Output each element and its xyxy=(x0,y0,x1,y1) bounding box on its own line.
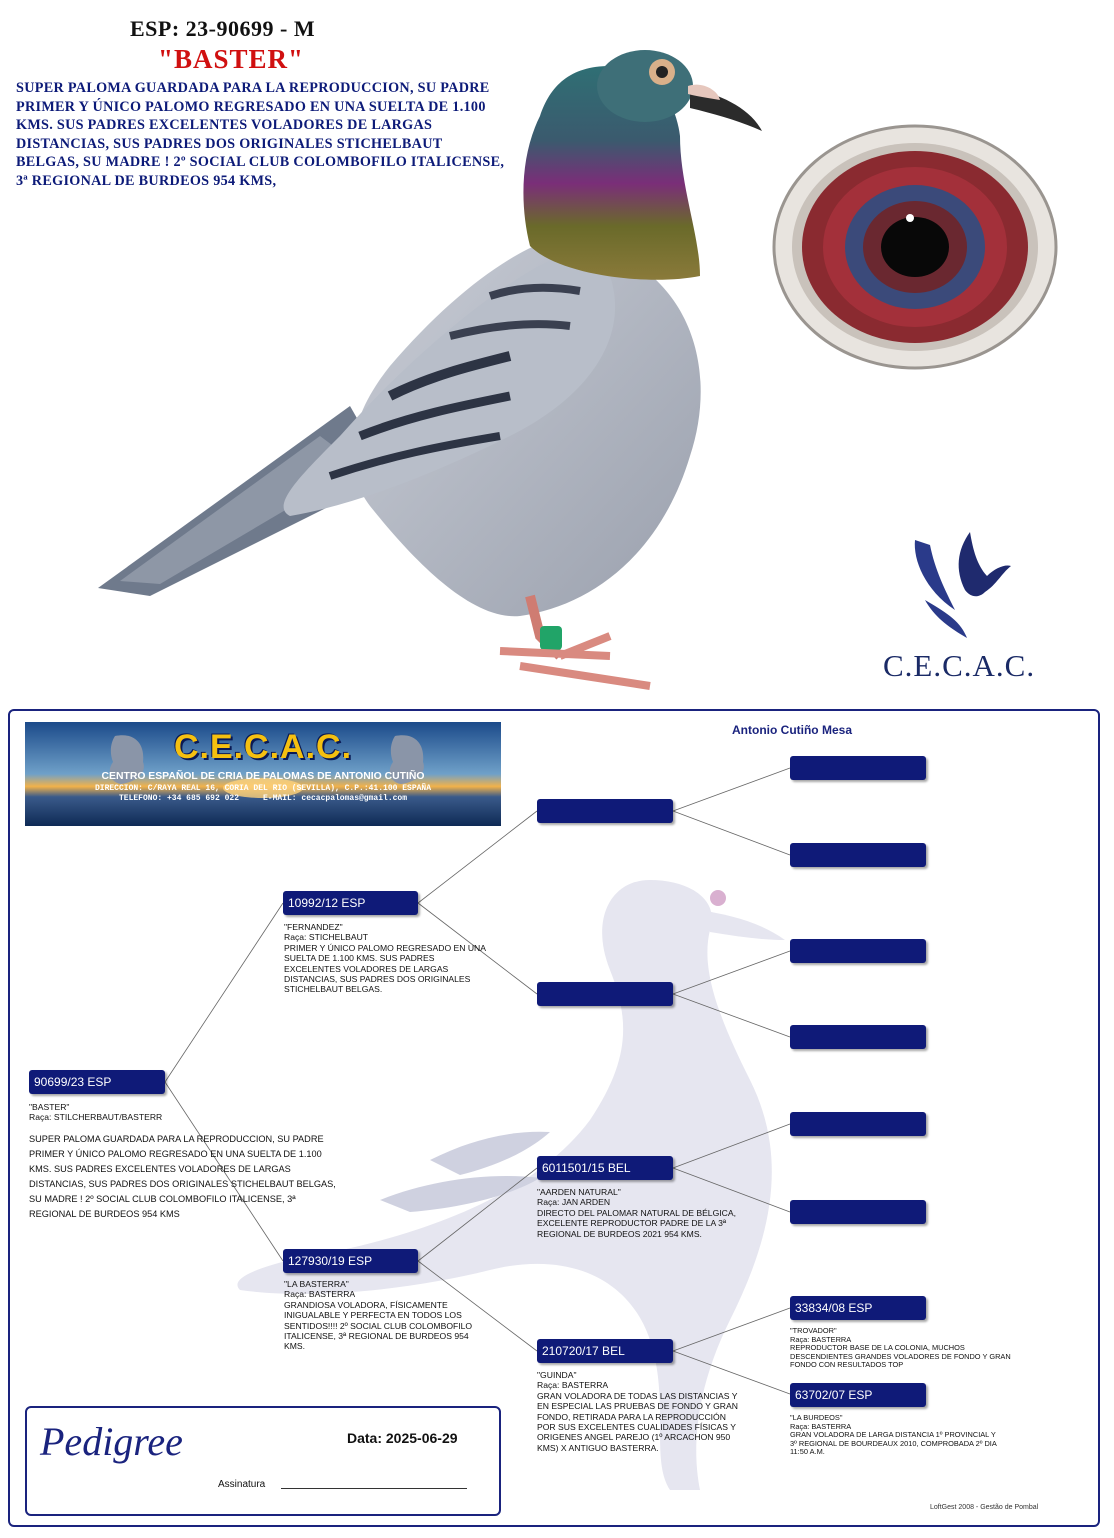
sire-info: "FERNANDEZ" Raça: STICHELBAUT PRIMER Y ÚNICO PALOMO REGRESADO EN UNA SUELTA DE 1.100 KMS. SUS PADRES EXCELENTES VOLADORES DE LARGAS DISTANCIAS, SUS PADRES DOS ORIGINALES STICHELBAUT BELGAS. xyxy=(284,922,486,995)
banner-contact: TELEFONO: +34 685 692 022 E-MAIL: cecacpalomas@gmail.com xyxy=(118,794,408,803)
banner-address: DIRECCION: C/RAYA REAL 16, CORIA DEL RIO (SEVILLA), C.P.:41.100 ESPAÑA xyxy=(94,784,432,793)
bird-description: SUPER PALOMA GUARDADA PARA LA REPRODUCCION, SU PADRE PRIMER Y ÚNICO PALOMO REGRESADO EN UNA SUELTA DE 1.100 KMS. SUS PADRES EXCELENTES VOLADORES DE LARGAS DISTANCIAS, SUS PADRES DOS ORIGINALES STICHELBAUT BELGAS, SU MADRE ! 2º SOCIAL CLUB COLOMBOFILO ITALICENSE, 3ª REGIONAL DE BURDEOS 954 KMS, xyxy=(16,80,505,189)
dam-dam-ring[interactable]: 210720/17 BEL xyxy=(537,1339,673,1363)
ancestor-ring-1[interactable] xyxy=(790,756,926,780)
ancestor-ring-3[interactable] xyxy=(790,939,926,963)
ancestor-ring-6[interactable] xyxy=(790,1200,926,1224)
ancestor-ring-8[interactable]: 63702/07 ESP xyxy=(790,1383,926,1407)
ancestor-info-8: "LA BURDEOS" Raça: BASTERRA GRAN VOLADORA DE LARGA DISTANCIA 1º PROVINCIAL Y 3º REGIONAL DE BOURDEAUX 2010, COMPROBADA 2º DIA 11:50 A.M. xyxy=(790,1413,997,1457)
sire-dam-ring[interactable] xyxy=(537,982,673,1006)
banner-title: C.E.C.A.C. xyxy=(173,728,353,766)
sire-sire-ring[interactable] xyxy=(537,799,673,823)
banner-subtitle: CENTRO ESPAÑOL DE CRIA DE PALOMAS DE ANTONIO CUTIÑO xyxy=(101,771,425,782)
software-credit: LoftGest 2008 - Gestão de Pombal xyxy=(930,1504,1039,1511)
subject-info: "BASTER" Raça: STILCHERBAUT/BASTERR xyxy=(29,1102,163,1123)
ancestor-info-7: "TROVADOR" Raça: BASTERRA REPRODUCTOR BASE DE LA COLONIA, MUCHOS DESCENDIENTES GRANDES VOLADORES DE FONDO Y GRAN FONDO CON RESULTADOS TOP xyxy=(790,1326,1011,1370)
bird-name: "BASTER" xyxy=(158,44,305,74)
dam-sire-info: "AARDEN NATURAL" Raça: JAN ARDEN DIRECTO DEL PALOMAR NATURAL DE BÉLGICA, EXCELENTE REPRODUCTOR PADRE DE LA 3ª REGIONAL DE BURDEOS 2021 954 KMS. xyxy=(537,1187,736,1239)
cecac-logo-text: C.E.C.A.C. xyxy=(883,648,1036,683)
dam-ring[interactable]: 127930/19 ESP xyxy=(283,1249,418,1273)
subject-description: SUPER PALOMA GUARDADA PARA LA REPRODUCCION, SU PADRE PRIMER Y ÚNICO PALOMO REGRESADO EN UNA SUELTA DE 1.100 KMS. SUS PADRES EXCELENTES VOLADORES DE LARGAS DISTANCIAS, SUS PADRES DOS ORIGINALES STICHELBAUT BELGAS, SU MADRE ! 2º SOCIAL CLUB COLOMBOFILO ITALICENSE, 3ª REGIONAL DE BURDEOS 954 KMS xyxy=(29,1134,336,1219)
ancestor-ring-7[interactable]: 33834/08 ESP xyxy=(790,1296,926,1320)
pedigree-word: Pedigree xyxy=(40,1419,183,1464)
dam-info: "LA BASTERRA" Raça: BASTERRA GRANDIOSA VOLADORA, FÍSICAMENTE INIGUALABLE Y PERFECTA EN TODOS LOS SENTIDOS!!!! 2º SOCIAL CLUB COLOMBOFILO ITALICENSE, 3ª REGIONAL DE BURDEOS 954 KMS. xyxy=(284,1279,473,1352)
ancestor-ring-5[interactable] xyxy=(790,1112,926,1136)
dam-sire-ring[interactable]: 6011501/15 BEL xyxy=(537,1156,673,1180)
ancestor-ring-2[interactable] xyxy=(790,843,926,867)
signature-line[interactable] xyxy=(281,1488,467,1489)
dam-dam-info: "GUINDA" Raça: BASTERRA GRAN VOLADORA DE TODAS LAS DISTANCIAS Y EN ESPECIAL LAS PRUEBAS DE FONDO Y GRAN FONDO, RETIRADA PARA LA REPRODUCCIÓN POR SUS EXCELENTES CUALIDADES FÍSICAS Y ORIGENES ANGEL PAREJO (1º ARCACHON 950 KMS) X ANTIGUO BASTERRA. xyxy=(537,1370,738,1453)
ring-id: ESP: 23-90699 - M xyxy=(130,16,316,41)
signature-label: Assinatura xyxy=(218,1479,266,1490)
pedigree-date: Data: 2025-06-29 xyxy=(347,1430,458,1446)
owner-name: Antonio Cutiño Mesa xyxy=(732,723,852,737)
sire-ring[interactable]: 10992/12 ESP xyxy=(283,891,418,915)
subject-ring[interactable]: 90699/23 ESP xyxy=(29,1070,165,1094)
ancestor-ring-4[interactable] xyxy=(790,1025,926,1049)
